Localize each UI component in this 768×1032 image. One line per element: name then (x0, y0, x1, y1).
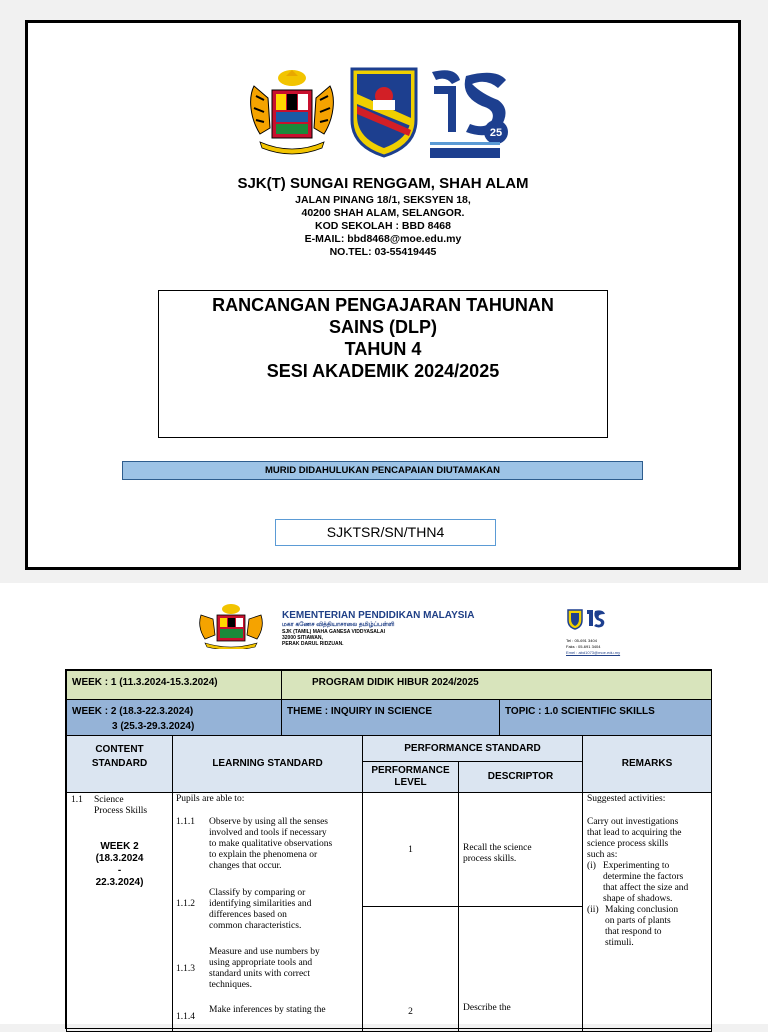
lesson-plan-table (65, 669, 712, 1029)
learning-1-line-2: involved and tools if necessary (209, 828, 327, 838)
remarks-item-2-line-4: stimuli. (605, 938, 634, 948)
learning-standard-cell (172, 792, 363, 1032)
topic-label: TOPIC : 1.0 SCIENTIFIC SKILLS (505, 706, 655, 717)
learning-2-line-2: identifying similarities and (209, 899, 312, 909)
program-cell (281, 670, 712, 700)
content-date-start: (18.3.2024 (95, 853, 144, 864)
letterhead-contact (566, 638, 620, 656)
letterhead-email: Emel : abd1073@moe.edu.my (566, 650, 621, 655)
content-week: WEEK 2 (100, 841, 139, 852)
address-line-2: 40200 SHAH ALAM, SELANGOR. (301, 207, 465, 219)
school-motto: MURID DIDAHULUKAN PENCAPAIAN DIUTAMAKAN (122, 461, 643, 480)
title-line-4: SESI AKADEMIK 2024/2025 (266, 361, 500, 381)
remarks-line-3: science process skills (587, 839, 669, 849)
week1-label: WEEK : 1 (11.3.2024-15.3.2024) (72, 677, 218, 688)
school-code: KOD SEKOLAH : BBD 8468 (315, 220, 451, 232)
remarks-intro: Suggested activities: (587, 794, 666, 804)
performance-level-2: 2 (408, 1007, 413, 1017)
remarks-item-2-line-2: on parts of plants (605, 916, 671, 926)
topic-cell (499, 699, 712, 736)
letterhead-tel: Tel : 05-691 3404 (566, 638, 597, 643)
week2-label: WEEK : 2 (18.3-22.3.2024) (72, 706, 194, 717)
performance-level-1-cell (362, 792, 459, 907)
remarks-item-2-number: (ii) (587, 905, 599, 915)
school-name: SJK(T) SUNGAI RENGGAM, SHAH ALAM (237, 175, 529, 192)
learning-1-line-5: changes that occur. (209, 861, 282, 871)
learning-3-line-3: standard units with correct (209, 969, 311, 979)
learning-1-number: 1.1.1 (176, 817, 195, 827)
lesson-plan-page (0, 583, 768, 1024)
remarks-cell (582, 792, 712, 1032)
remarks-item-1-line-1: Experimenting to (603, 861, 670, 871)
remarks-header: REMARKS (582, 735, 712, 793)
theme-label: THEME : INQUIRY IN SCIENCE (287, 706, 433, 717)
title-line-3: TAHUN 4 (344, 339, 422, 359)
week3-label: 3 (25.3-29.3.2024) (112, 721, 195, 732)
letterhead-postcode: 32000 SITIAWAN, (282, 635, 323, 641)
week1-cell (66, 670, 282, 700)
content-date-end: 22.3.2024) (95, 877, 144, 888)
learning-1-line-4: to explain the phenomena or (209, 850, 318, 860)
learning-1-line-1: Observe by using all the senses (209, 817, 328, 827)
content-standard-header (66, 735, 173, 793)
remarks-item-1-line-4: shape of shadows. (603, 894, 673, 904)
descriptor-1-line-1: Recall the science (463, 843, 532, 853)
remarks-item-1-line-2: determine the factors (603, 872, 684, 882)
cover-page (25, 20, 741, 570)
school-phone: NO.TEL: 03-55419445 (329, 246, 437, 258)
school-email: E-MAIL: bbd8468@moe.edu.my (304, 233, 462, 245)
descriptor-2-line-1: Describe the (463, 1003, 511, 1013)
week2-cell (66, 699, 282, 736)
logo-badge-text: 25 (489, 127, 503, 139)
letterhead-state: PERAK DARUL RIDZUAN. (282, 641, 344, 647)
school-crest-logo (349, 66, 419, 158)
learning-3-line-2: using appropriate tools and (209, 958, 313, 968)
malaysia-coat-of-arms-logo (246, 68, 338, 156)
ministry-coat-of-arms-logo (195, 603, 267, 649)
descriptor-2-cell (458, 906, 583, 1032)
learning-2-line-4: common characteristics. (209, 921, 302, 931)
content-date-dash: - (117, 865, 122, 876)
remarks-item-1-number: (i) (587, 861, 596, 871)
performance-level-2-cell (362, 906, 459, 1032)
descriptor-1-line-2: process skills. (463, 854, 517, 864)
remarks-line-2: that lead to acquiring the (587, 828, 682, 838)
learning-4-number: 1.1.4 (176, 1012, 195, 1022)
logo-row (246, 66, 516, 166)
learning-3-line-4: techniques. (209, 980, 253, 990)
learning-3-line-1: Measure and use numbers by (209, 947, 320, 957)
performance-level-header: PERFORMANCE LEVEL (362, 761, 459, 793)
learning-2-line-3: differences based on (209, 910, 287, 920)
content-title-line-1: Science (94, 795, 124, 805)
remarks-item-2-line-1: Making conclusion (605, 905, 679, 915)
descriptor-header: DESCRIPTOR (458, 761, 583, 793)
letterhead-school: SJK (TAMIL) MAHA GANESA VIDDYASALAI (282, 629, 385, 635)
letterhead-fax: Faks : 05-691 3404 (566, 644, 601, 649)
transformasi-sekolah-2025-logo (426, 66, 516, 162)
performance-level-1: 1 (408, 845, 413, 855)
ministry-name: KEMENTERIAN PENDIDIKAN MALAYSIA (282, 610, 475, 621)
learning-2-number: 1.1.2 (176, 899, 195, 909)
title-line-1: RANCANGAN PENGAJARAN TAHUNAN (212, 295, 554, 315)
document-code: SJKTSR/SN/THN4 (275, 519, 496, 546)
descriptor-1-cell (458, 792, 583, 907)
learning-2-line-1: Classify by comparing or (209, 888, 306, 898)
learning-4-line-1: Make inferences by stating the (209, 1005, 326, 1015)
tamil-school-name: மகா கணேச வித்தியாசாலை தமிழ்ப்பள்ளி (282, 622, 395, 628)
address-line-1: JALAN PINANG 18/1, SEKSYEN 18, (295, 194, 471, 206)
letterhead-small-logos (567, 608, 607, 630)
document-title-box (158, 290, 608, 438)
content-standard-cell (66, 792, 173, 1032)
content-title-line-2: Process Skills (94, 806, 148, 816)
learning-intro: Pupils are able to: (176, 794, 245, 804)
program-label: PROGRAM DIDIK HIBUR 2024/2025 (312, 677, 479, 688)
remarks-line-1: Carry out investigations (587, 817, 679, 827)
theme-cell (281, 699, 500, 736)
learning-3-number: 1.1.3 (176, 964, 195, 974)
content-number: 1.1 (71, 795, 83, 805)
remarks-line-4: such as: (587, 850, 618, 860)
remarks-item-2-line-3: that respond to (605, 927, 662, 937)
content-standard-header-text: CONTENT STANDARD (91, 744, 148, 769)
learning-1-line-3: to make qualitative observations (209, 839, 333, 849)
remarks-item-1-line-3: that affect the size and (603, 883, 689, 893)
title-line-2: SAINS (DLP) (329, 317, 437, 337)
performance-standard-header: PERFORMANCE STANDARD (362, 735, 583, 762)
learning-standard-header: LEARNING STANDARD (172, 735, 363, 793)
